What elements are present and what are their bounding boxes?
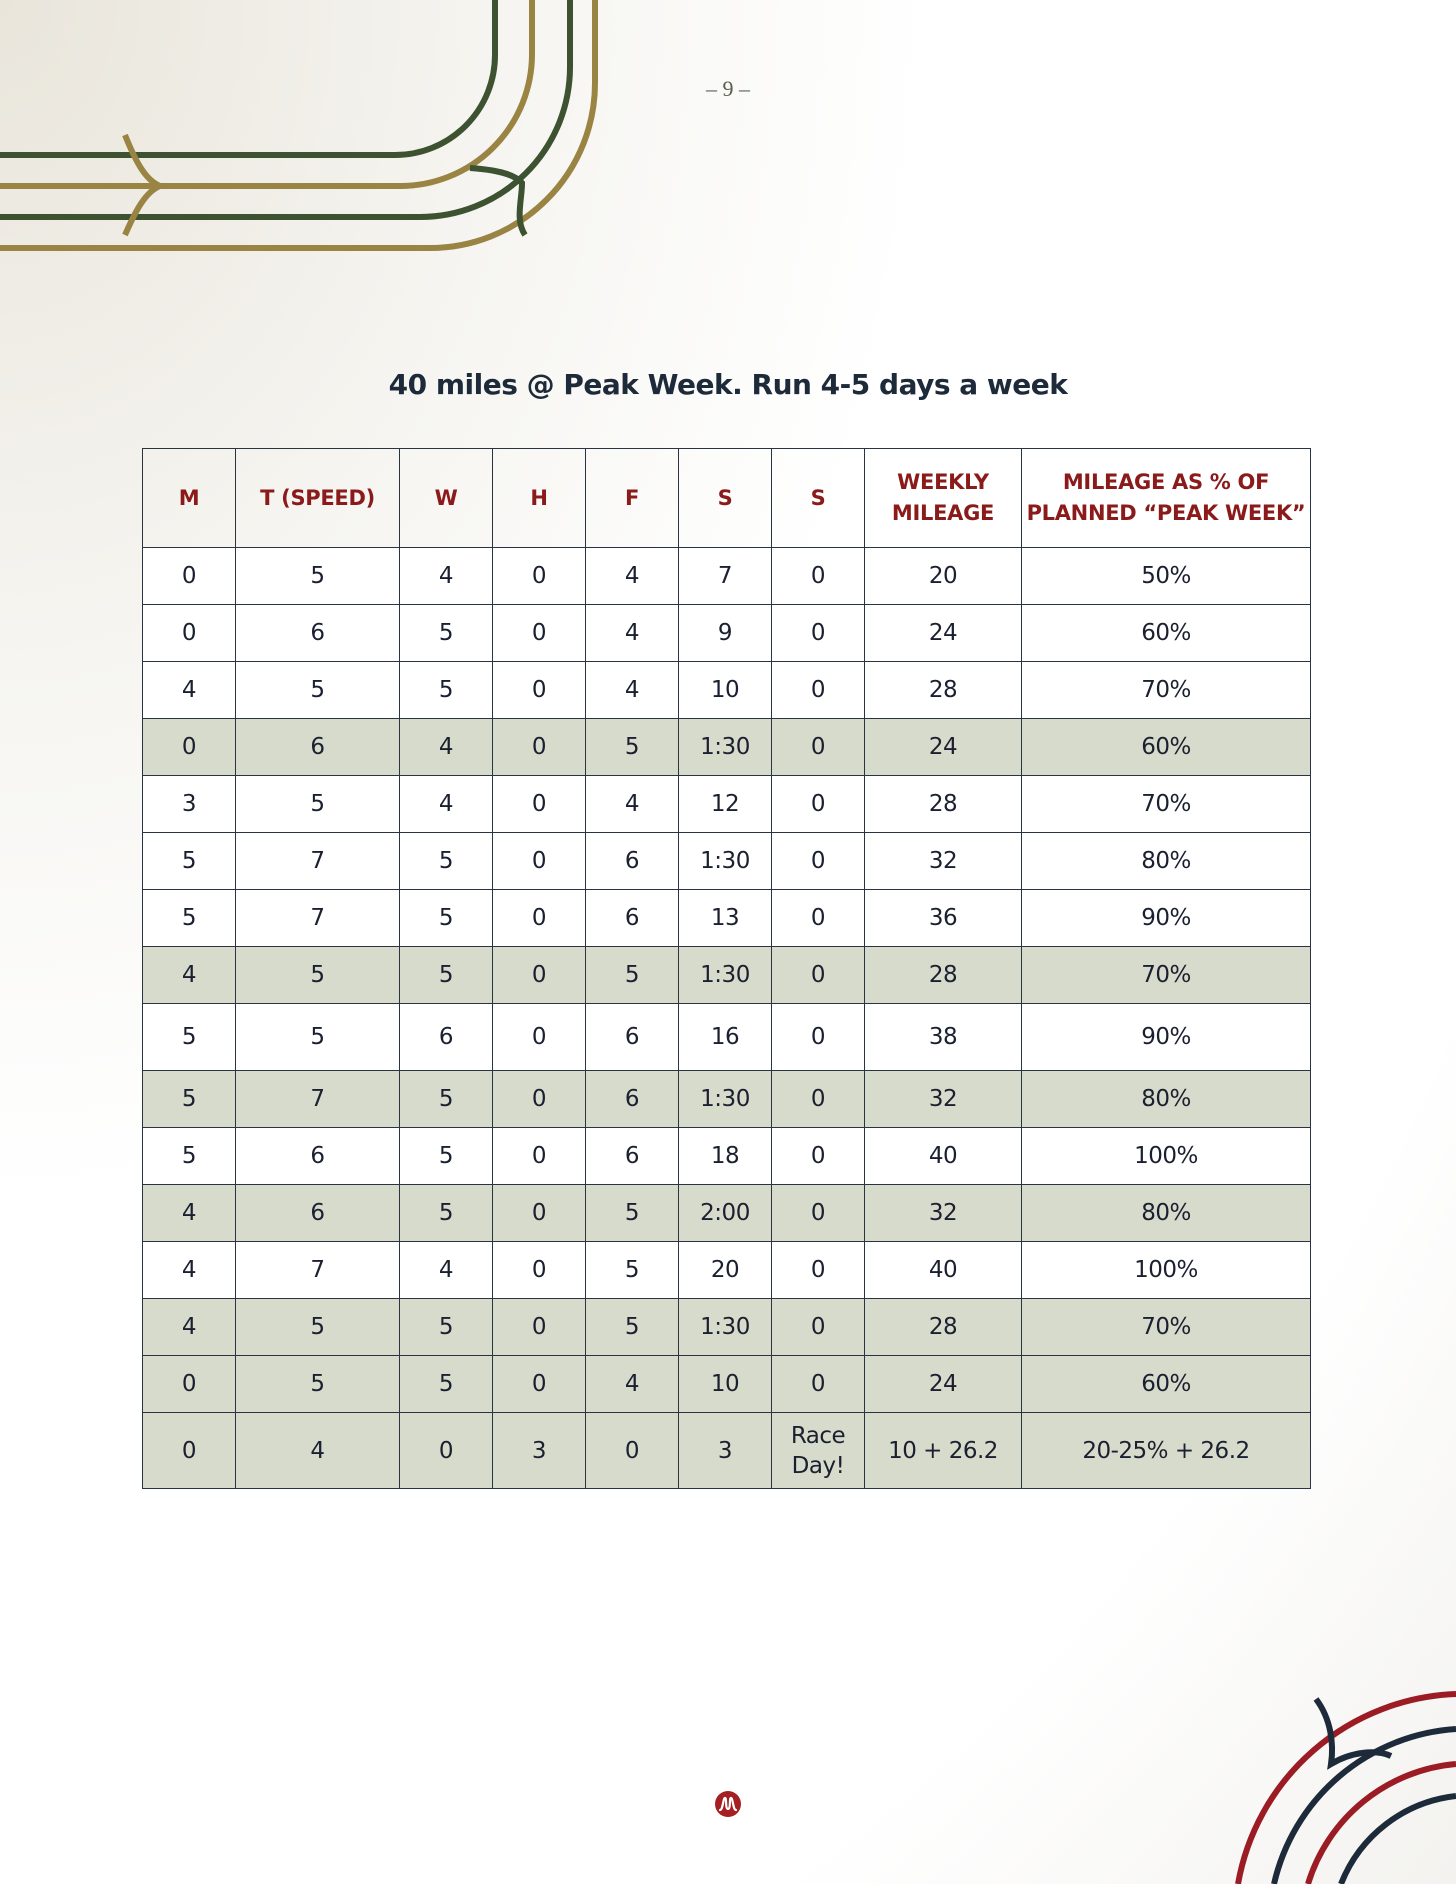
header-cell: M — [143, 449, 236, 548]
table-cell: 80% — [1022, 1185, 1311, 1242]
table-cell: 5 — [400, 1299, 493, 1356]
running-track-curves-icon — [1216, 1684, 1456, 1884]
table-cell: 100% — [1022, 1128, 1311, 1185]
table-cell: 6 — [236, 719, 400, 776]
table-cell: 5 — [586, 1299, 679, 1356]
table-cell: 5 — [143, 833, 236, 890]
table-cell: 70% — [1022, 947, 1311, 1004]
table-cell: 40 — [865, 1242, 1022, 1299]
table-header-row — [143, 449, 1311, 548]
table-row — [143, 947, 1311, 1004]
table-cell: 24 — [865, 605, 1022, 662]
table-cell: 1:30 — [679, 719, 772, 776]
table-row — [143, 1299, 1311, 1356]
table-cell: 32 — [865, 833, 1022, 890]
table-cell: 4 — [586, 548, 679, 605]
table-cell: 36 — [865, 890, 1022, 947]
table-cell: 4 — [400, 548, 493, 605]
table-cell: 0 — [772, 1242, 865, 1299]
training-plan-table — [142, 448, 1311, 1489]
table-row — [143, 1242, 1311, 1299]
header-cell: S — [772, 449, 865, 548]
page-number: – 9 – — [706, 76, 750, 101]
table-cell: 0 — [493, 833, 586, 890]
table-cell: 0 — [772, 1071, 865, 1128]
table-cell: 0 — [493, 1071, 586, 1128]
table-cell: 7 — [236, 833, 400, 890]
table-row — [143, 1004, 1311, 1071]
table-cell: 4 — [400, 719, 493, 776]
table-row — [143, 719, 1311, 776]
table-cell: 5 — [586, 1185, 679, 1242]
table-cell: 60% — [1022, 605, 1311, 662]
table-cell: 16 — [679, 1004, 772, 1071]
table-cell: 0 — [493, 890, 586, 947]
table-cell: 4 — [400, 1242, 493, 1299]
table-cell: 5 — [236, 776, 400, 833]
table-cell: 7 — [236, 1242, 400, 1299]
table-cell: 3 — [143, 776, 236, 833]
table-cell: 5 — [236, 1004, 400, 1071]
table-cell: 0 — [143, 548, 236, 605]
table-cell: 20 — [865, 548, 1022, 605]
table-cell: 0 — [400, 1413, 493, 1489]
table-cell: 50% — [1022, 548, 1311, 605]
table-cell: 12 — [679, 776, 772, 833]
table-row — [143, 1413, 1311, 1489]
table-cell: 4 — [400, 776, 493, 833]
table-row — [143, 1185, 1311, 1242]
table-cell: 20-25% + 26.2 — [1022, 1413, 1311, 1489]
header-cell: H — [493, 449, 586, 548]
table-cell: 0 — [493, 1128, 586, 1185]
table-cell: 4 — [143, 1299, 236, 1356]
table-cell: 40 — [865, 1128, 1022, 1185]
table-row — [143, 548, 1311, 605]
table-cell: 0 — [493, 1004, 586, 1071]
table-row — [143, 1128, 1311, 1185]
table-cell: 4 — [586, 1356, 679, 1413]
table-cell: 60% — [1022, 719, 1311, 776]
table-cell: 70% — [1022, 662, 1311, 719]
table-cell: 0 — [143, 1356, 236, 1413]
table-cell: 0 — [143, 605, 236, 662]
table-cell: 18 — [679, 1128, 772, 1185]
table-cell: 10 — [679, 662, 772, 719]
table-cell: Race Day! — [772, 1413, 865, 1489]
table-cell: 5 — [236, 1356, 400, 1413]
table-cell: 80% — [1022, 1071, 1311, 1128]
running-track-lines-icon — [0, 0, 620, 270]
table-cell: 80% — [1022, 833, 1311, 890]
table-cell: 6 — [586, 890, 679, 947]
table-cell: 0 — [493, 1299, 586, 1356]
table-cell: 5 — [143, 1128, 236, 1185]
page-title: 40 miles @ Peak Week. Run 4-5 days a week — [388, 368, 1068, 401]
table-cell: 5 — [236, 1299, 400, 1356]
table-cell: 0 — [143, 719, 236, 776]
table-cell: 0 — [493, 1185, 586, 1242]
table-cell: 60% — [1022, 1356, 1311, 1413]
table-cell: 5 — [400, 947, 493, 1004]
table-cell: 7 — [236, 1071, 400, 1128]
table-cell: 4 — [586, 662, 679, 719]
table-cell: 0 — [772, 1128, 865, 1185]
table-cell: 0 — [493, 1356, 586, 1413]
table-cell: 1:30 — [679, 1299, 772, 1356]
header-cell: F — [586, 449, 679, 548]
table-cell: 5 — [143, 1004, 236, 1071]
table-cell: 0 — [493, 776, 586, 833]
table-cell: 0 — [772, 605, 865, 662]
table-cell: 5 — [400, 1356, 493, 1413]
table-cell: 1:30 — [679, 1071, 772, 1128]
table-cell: 5 — [400, 662, 493, 719]
table-cell: 4 — [236, 1413, 400, 1489]
header-cell: WEEKLY MILEAGE — [865, 449, 1022, 548]
table-cell: 0 — [772, 719, 865, 776]
table-cell: 6 — [400, 1004, 493, 1071]
table-cell: 5 — [400, 1071, 493, 1128]
table-cell: 24 — [865, 719, 1022, 776]
table-cell: 6 — [236, 605, 400, 662]
table-cell: 5 — [586, 719, 679, 776]
table-row — [143, 662, 1311, 719]
table-cell: 7 — [236, 890, 400, 947]
table-cell: 5 — [586, 947, 679, 1004]
table-cell: 13 — [679, 890, 772, 947]
table-cell: 5 — [143, 890, 236, 947]
table-cell: 7 — [679, 548, 772, 605]
table-cell: 0 — [143, 1413, 236, 1489]
table-cell: 0 — [493, 947, 586, 1004]
table-cell: 4 — [586, 776, 679, 833]
table-cell: 6 — [586, 1128, 679, 1185]
table-cell: 6 — [236, 1185, 400, 1242]
table-cell: 6 — [586, 1071, 679, 1128]
lululemon-logo-icon — [714, 1790, 742, 1818]
table-row — [143, 833, 1311, 890]
table-cell: 5 — [236, 947, 400, 1004]
table-cell: 32 — [865, 1071, 1022, 1128]
table-cell: 28 — [865, 662, 1022, 719]
table-row — [143, 1356, 1311, 1413]
table-cell: 0 — [772, 1185, 865, 1242]
table-cell: 3 — [493, 1413, 586, 1489]
table-cell: 3 — [679, 1413, 772, 1489]
table-cell: 90% — [1022, 1004, 1311, 1071]
table-cell: 20 — [679, 1242, 772, 1299]
table-cell: 0 — [493, 548, 586, 605]
table-cell: 0 — [493, 719, 586, 776]
table-row — [143, 1071, 1311, 1128]
table-cell: 24 — [865, 1356, 1022, 1413]
table-cell: 5 — [236, 548, 400, 605]
table-cell: 70% — [1022, 1299, 1311, 1356]
table-cell: 9 — [679, 605, 772, 662]
table-cell: 0 — [772, 1299, 865, 1356]
table-cell: 32 — [865, 1185, 1022, 1242]
table-cell: 0 — [772, 947, 865, 1004]
table-cell: 5 — [586, 1242, 679, 1299]
table-cell: 38 — [865, 1004, 1022, 1071]
table-cell: 0 — [772, 833, 865, 890]
table-cell: 0 — [772, 890, 865, 947]
table-cell: 0 — [586, 1413, 679, 1489]
table-cell: 6 — [586, 833, 679, 890]
table-cell: 0 — [772, 776, 865, 833]
table-cell: 0 — [493, 1242, 586, 1299]
table-cell: 1:30 — [679, 947, 772, 1004]
table-cell: 6 — [236, 1128, 400, 1185]
table-row — [143, 776, 1311, 833]
table-cell: 0 — [493, 605, 586, 662]
table-cell: 0 — [772, 1004, 865, 1071]
table-cell: 4 — [143, 1242, 236, 1299]
table-cell: 5 — [400, 1185, 493, 1242]
table-cell: 4 — [143, 662, 236, 719]
table-cell: 5 — [143, 1071, 236, 1128]
table-cell: 100% — [1022, 1242, 1311, 1299]
table-cell: 6 — [586, 1004, 679, 1071]
table-cell: 0 — [772, 1356, 865, 1413]
header-cell: MILEAGE AS % OF PLANNED “PEAK WEEK” — [1022, 449, 1311, 548]
table-cell: 0 — [493, 662, 586, 719]
table-cell: 10 — [679, 1356, 772, 1413]
header-cell: W — [400, 449, 493, 548]
table-cell: 0 — [772, 548, 865, 605]
table-cell: 2:00 — [679, 1185, 772, 1242]
table-cell: 90% — [1022, 890, 1311, 947]
table-row — [143, 890, 1311, 947]
header-cell: S — [679, 449, 772, 548]
header-cell: T (SPEED) — [236, 449, 400, 548]
table-cell: 5 — [400, 605, 493, 662]
table-cell: 28 — [865, 776, 1022, 833]
table-cell: 10 + 26.2 — [865, 1413, 1022, 1489]
table-cell: 0 — [772, 662, 865, 719]
table-cell: 4 — [586, 605, 679, 662]
table-cell: 70% — [1022, 776, 1311, 833]
table-cell: 28 — [865, 1299, 1022, 1356]
table-cell: 1:30 — [679, 833, 772, 890]
table-cell: 5 — [400, 1128, 493, 1185]
table-cell: 5 — [236, 662, 400, 719]
table-cell: 5 — [400, 833, 493, 890]
table-cell: 4 — [143, 1185, 236, 1242]
table-cell: 28 — [865, 947, 1022, 1004]
table-row — [143, 605, 1311, 662]
table-cell: 4 — [143, 947, 236, 1004]
table-cell: 5 — [400, 890, 493, 947]
